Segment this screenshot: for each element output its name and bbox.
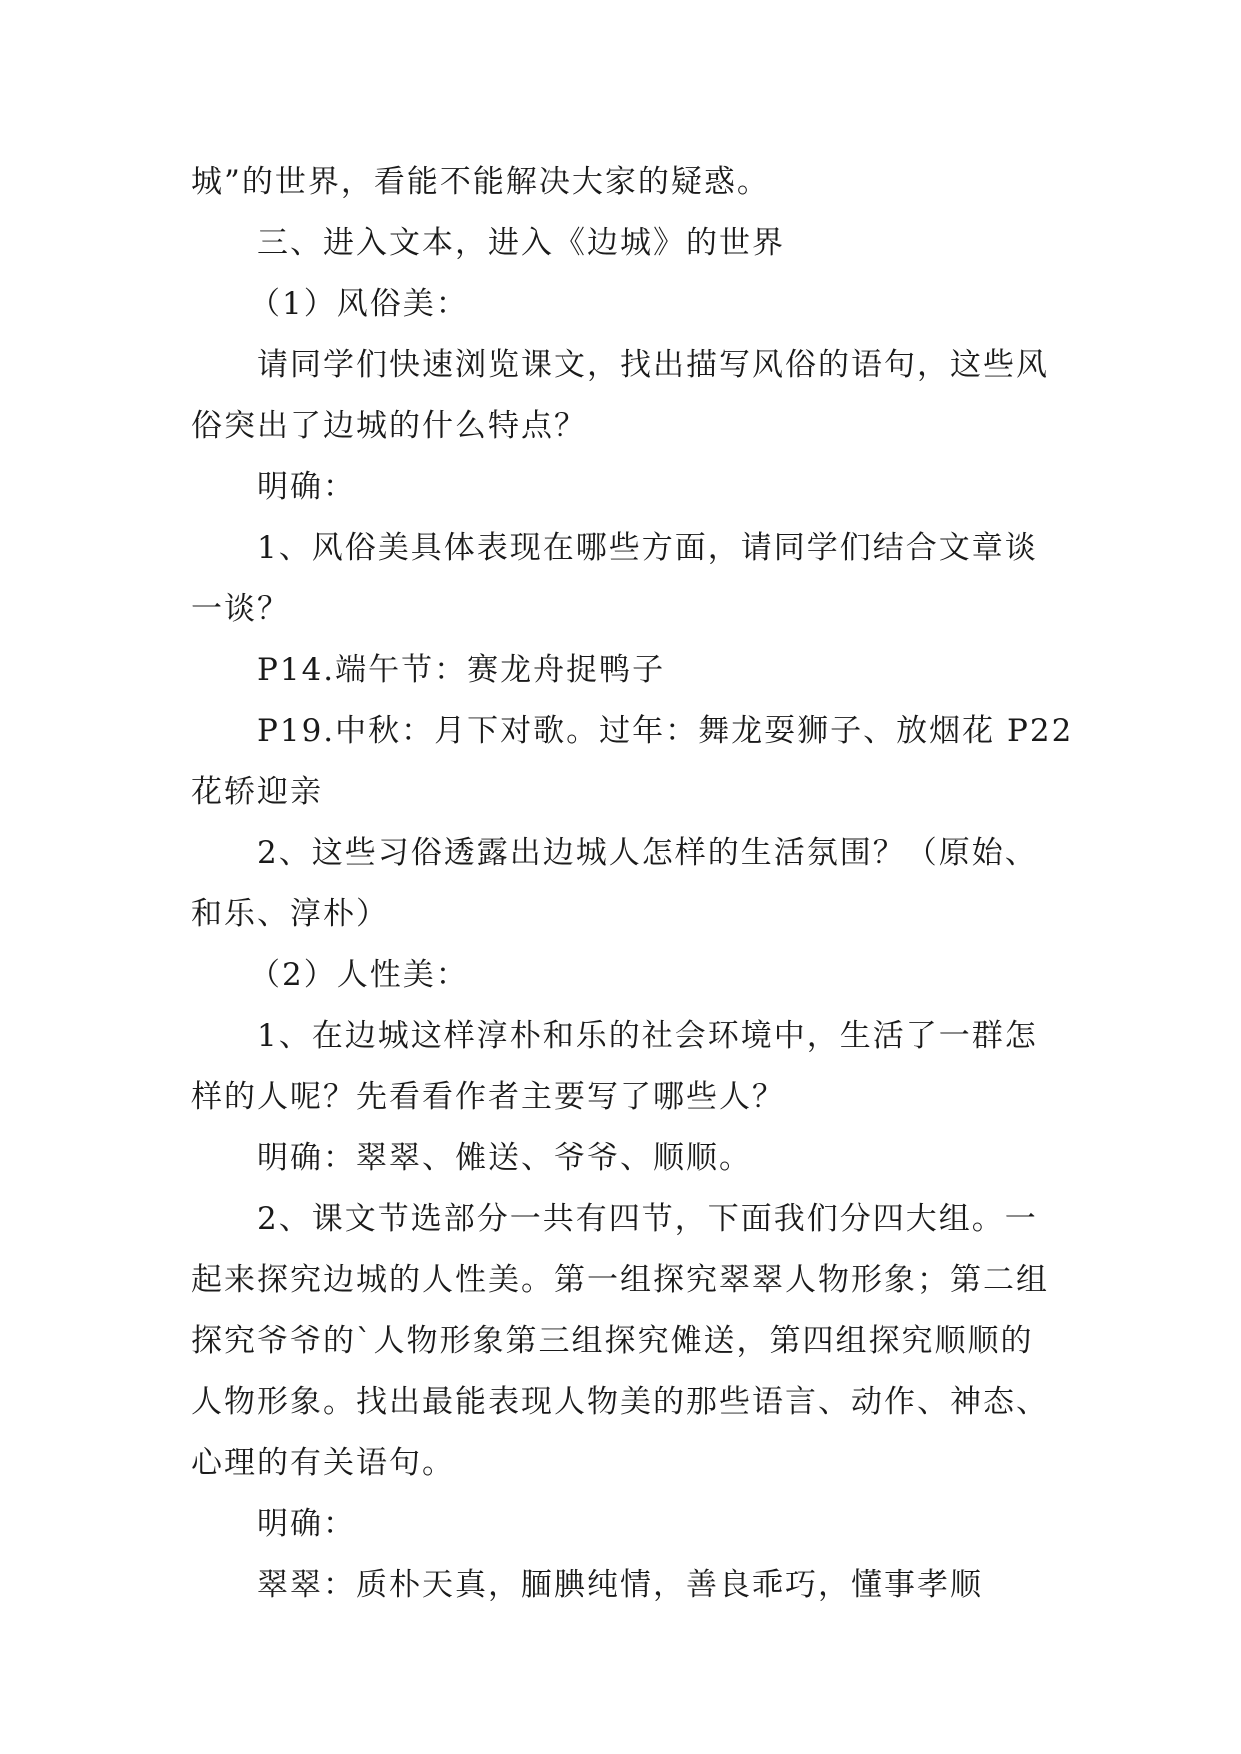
paragraph-line: 一谈？ bbox=[191, 591, 290, 627]
paragraph-line: 花轿迎亲 bbox=[191, 774, 323, 810]
paragraph-line: 明确：翠翠、傩送、爷爷、顺顺。 bbox=[257, 1140, 752, 1176]
paragraph-line: 样的人呢？先看看作者主要写了哪些人？ bbox=[191, 1079, 785, 1115]
subsection-heading: （2）人性美： bbox=[249, 957, 469, 993]
paragraph-line: 翠翠：质朴天真，腼腆纯情，善良乖巧，懂事孝顺 bbox=[257, 1567, 983, 1603]
paragraph-line: 1、在边城这样淳朴和乐的社会环境中，生活了一群怎 bbox=[257, 1018, 1038, 1054]
paragraph-line: 2、课文节选部分一共有四节，下面我们分四大组。一 bbox=[257, 1201, 1038, 1237]
paragraph-line: 人物形象。找出最能表现人物美的那些语言、动作、神态、 bbox=[191, 1384, 1049, 1420]
paragraph-line: 城”的世界，看能不能解决大家的疑惑。 bbox=[191, 164, 770, 200]
paragraph-line: 明确： bbox=[257, 469, 356, 505]
paragraph-line: 请同学们快速浏览课文，找出描写风俗的语句，这些风 bbox=[257, 347, 1049, 383]
paragraph-line: 和乐、淳朴） bbox=[191, 896, 389, 932]
paragraph-line: 1、风俗美具体表现在哪些方面，请同学们结合文章谈 bbox=[257, 530, 1038, 566]
paragraph-line: 探究爷爷的`人物形象第三组探究傩送，第四组探究顺顺的 bbox=[191, 1323, 1034, 1359]
subsection-heading: （1）风俗美： bbox=[249, 286, 469, 322]
document-body bbox=[191, 152, 1074, 1616]
paragraph-line: P19.中秋：月下对歌。过年：舞龙耍狮子、放烟花 P22 bbox=[257, 713, 1074, 749]
paragraph-line: 心理的有关语句。 bbox=[191, 1445, 455, 1481]
paragraph-line: 起来探究边城的人性美。第一组探究翠翠人物形象；第二组 bbox=[191, 1262, 1049, 1298]
section-heading: 三、进入文本，进入《边城》的世界 bbox=[257, 225, 785, 261]
paragraph-line: P14.端午节：赛龙舟捉鸭子 bbox=[257, 652, 666, 688]
paragraph-line: 俗突出了边城的什么特点？ bbox=[191, 408, 587, 444]
paragraph-line: 明确： bbox=[257, 1506, 356, 1542]
paragraph-line: 2、这些习俗透露出边城人怎样的生活氛围？（原始、 bbox=[257, 835, 1038, 871]
